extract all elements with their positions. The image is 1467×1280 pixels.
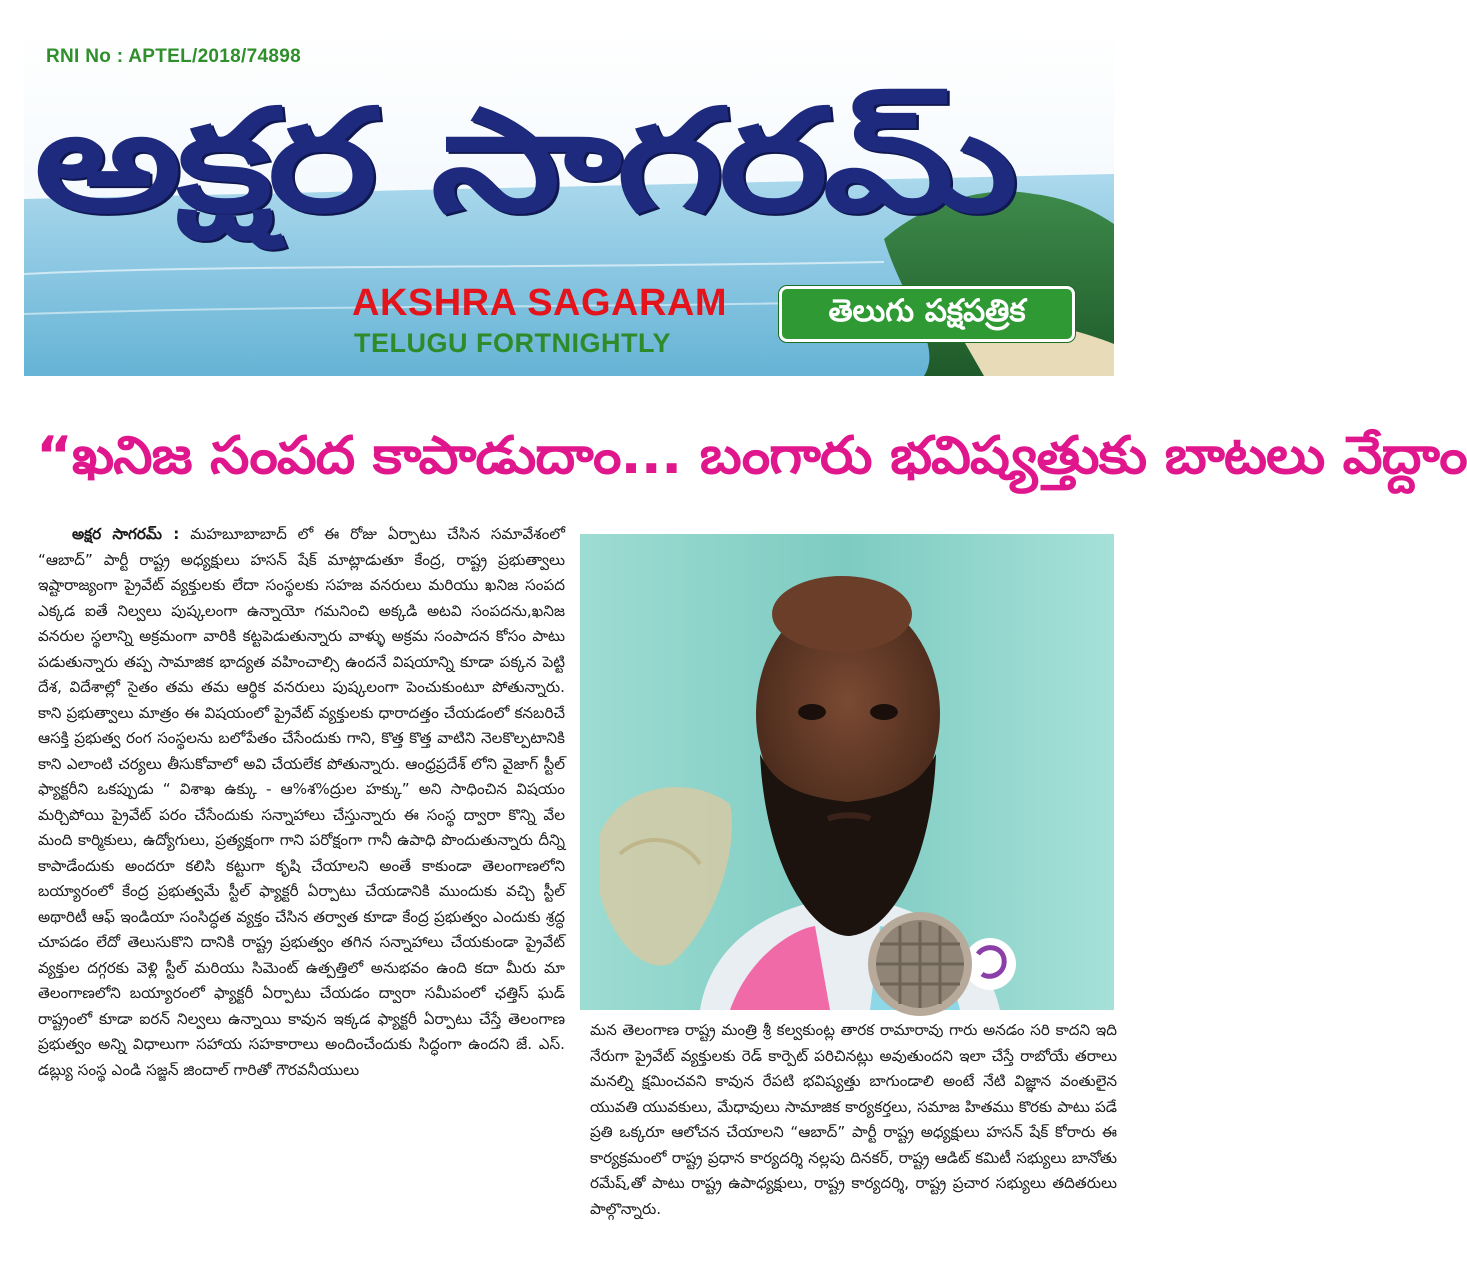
masthead (24, 24, 1114, 376)
article-photo (580, 534, 1114, 1010)
newspaper-subtitle-english: TELUGU FORTNIGHTLY (354, 328, 671, 358)
newspaper-title-english: AKSHRA SAGARAM (352, 282, 728, 324)
article-headline: “ఖనిజ సంపద కాపాడుదాం... బంగారు భవిష్యత్తుకు బాటలు వేద్దాం (36, 426, 1467, 486)
rni-number: RNI No : APTEL/2018/74898 (46, 46, 301, 67)
article-paragraph-left (38, 522, 565, 1083)
fortnightly-badge: తెలుగు పక్షపత్రిక (779, 286, 1075, 342)
article-paragraph-right: మన తెలంగాణ రాష్ట్ర మంత్రి శ్రీ కల్వకుంట్ల తారక రామారావు గారు అనడం సరి కాదని ఇది నేరుగా ప్రైవేట్ వ్యక్తులకు రెడ్ కార్పెట్ పరిచినట్లు అవుతుందని ఇలా చేస్తే రాబోయే తరాలు మనల్ని క్షమించవని కావున రేపటి భవిష్యత్తు బాగుండాలి అంటే నేటి విజ్ఞాన వంతులైన యువతి యువకులు, మేధావులు సామాజిక కార్యకర్తలు, సమాజ హితము కొరకు పాటు పడే ప్రతి ఒక్కరూ ఆలోచన చేయాలని “ఆబాద్” పార్టీ రాష్ట్ర అధ్యక్షులు హసన్ షేక్ కోరారు ఈ కార్యక్రమంలో రాష్ట్ర ప్రధాన కార్యదర్శి నల్లపు దినకర్, రాష్ట్ర ఆడిట్ కమిటీ సభ్యులు బానోతు రమేష్,తో పాటు రాష్ట్ర ఉపాధ్యక్షులు, రాష్ట్ర కార్యదర్శి, రాష్ట్ర ప్రచార సభ్యులు తదితరులు పాల్గొన్నారు. (590, 1021, 1117, 1218)
article-dateline: అక్షర సాగరమ్ : (72, 525, 180, 543)
speaker-portrait-image (580, 534, 1114, 1010)
article-column-right (590, 1018, 1117, 1264)
article-body-left: మహబూబాబాద్ లో ఈ రోజు ఏర్పాటు చేసిన సమావేశంలో “ఆబాద్” పార్టీ రాష్ట్ర అధ్యక్షులు హసన్ షేక్ మాట్లాడుతూ కేంద్ర, రాష్ట్ర ప్రభుత్వాలు ఇష్టారాజ్యంగా ప్రైవేట్ వ్యక్తులకు లేదా సంస్థలకు సహజ వనరులు మరియు ఖనిజ సంపద ఎక్కడ ఐతే నిల్వలు పుష్కలంగా ఉన్నాయో గమనించి అక్కడి అటవి సంపదను,ఖనిజ వనరుల స్థలాన్ని అక్రమంగా వారికి కట్టపెడుతున్నారు వాళ్ళు అక్రమ సంపాదన కోసం పాటు పడుతున్నారు తప్ప సామాజిక భాద్యత వహించాల్సి ఉందనే విషయాన్ని కూడా పక్కన పెట్టి దేశ, విదేశాల్లో సైతం తమ తమ ఆర్థిక వనరులు పుష్కలంగా పెంచుకుంటూ పోతున్నారు. కాని ప్రభుత్వాలు మాత్రం ఈ విషయంలో ప్రైవేట్ వ్యక్తులకు ధారాదత్తం చేయడంలో కనబరిచే ఆసక్తి ప్రభుత్వ రంగ సంస్థలను బలోపేతం చేసేందుకు గాని, కొత్త కొత్త వాటిని నెలకొల్పటానికి కాని ఎలాంటి చర్యలు తీసుకోవాలో అవి చేయలేక పోతున్నారు. ఆంధ్రప్రదేశ్ లోని వైజాగ్ స్టీల్ ఫ్యాక్టరీని ఒకప్పుడు “ విశాఖ ఉక్కు - ఆ%శ%ద్రుల హక్కు” అని సాధించిన విషయం మర్చిపోయి ప్రైవేట్ పరం చేసేందుకు సన్నాహాలు చేస్తున్నారు ఈ సంస్థ ద్వారా కొన్ని వేల మంది కార్మికులు, ఉద్యోగులు, ప్రత్యక్షంగా గాని పరోక్షంగా గానీ ఉపాధి పొందుతున్నారు దీన్ని కాపాడేందుకు అందరూ కలిసి కట్టుగా కృషి చేయాలని అంతే కాకుండా తెలంగాణలోని బయ్యారంలో కేంద్ర ప్రభుత్వమే స్టీల్ ఫ్యాక్టరీ ఏర్పాటు చేయడానికి ముందుకు వచ్చి స్టీల్ అథారిటీ ఆఫ్ ఇండియా సంసిద్ధత వ్యక్తం చేసిన తర్వాత కూడా కేంద్ర ప్రభుత్వం ఎందుకు శ్రద్ధ చూపడం లేదో తెలుసుకొని దానికి రాష్ట్ర ప్రభుత్వం తగిన సన్నాహాలు చేయకుండా ప్రైవేట్ వ్యక్తుల దగ్గరకు వెళ్లి స్టీల్ మరియు సిమెంట్ ఉత్పత్తిలో అనుభవం ఉంది కదా మీరు మా తెలంగాణలోని బయ్యారంలో ఫ్యాక్టరీ ఏర్పాటు చేయడం ద్వారా సమీపంలో ఛత్తిస్ ఘడ్ రాష్ట్రంలో కూడా ఐరన్ నిల్వలు ఉన్నాయి కావున ఇక్కడ ఫ్యాక్టరీ ఏర్పాటు చేస్తే తెలంగాణ ప్రభుత్వం అన్ని విధాలుగా సహాయ సహకారాలు అందించేందుకు సిద్ధంగా ఉందని జే. ఎస్. డబ్ల్యు సంస్థ ఎండి సజ్జన్ జిందాల్ గారితో గౌరవనీయులు (38, 525, 565, 1079)
newspaper-logo-telugu: అక్షర సాగరమ్ (34, 79, 1013, 244)
article-column-left (38, 522, 565, 1262)
